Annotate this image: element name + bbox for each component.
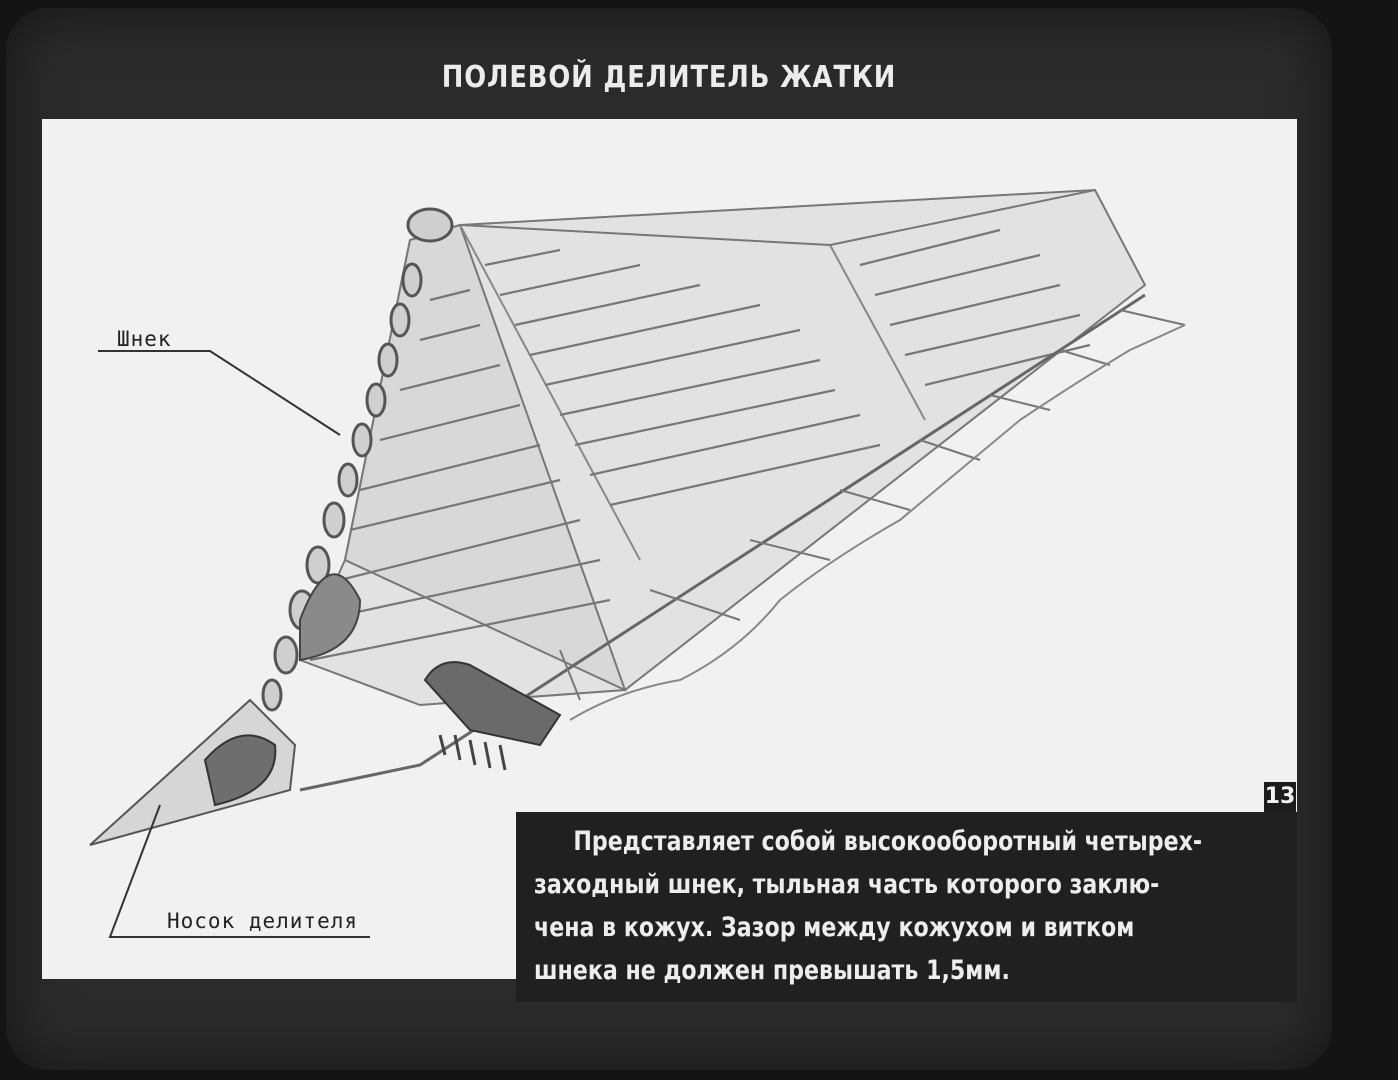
slide-number: 13: [1264, 782, 1296, 812]
slide-frame: [6, 8, 1332, 1070]
description-line: Представляет собой высокооборотный четырех-: [573, 826, 1203, 857]
description-text: [534, 820, 1272, 992]
auger-label: Шнек: [117, 327, 172, 351]
description-box: [516, 812, 1297, 1002]
description-line: чена в кожух. Зазор между кожухом и витком: [534, 912, 1135, 943]
description-line: шнека не должен превышать 1,5мм.: [534, 955, 1010, 986]
divider-nose-label: Носок делителя: [167, 909, 359, 933]
slide-title: ПОЛЕВОЙ ДЕЛИТЕЛЬ ЖАТКИ: [441, 60, 897, 95]
auger-leader-line: [98, 351, 340, 435]
description-line: заходный шнек, тыльная часть которого заклю-: [534, 869, 1160, 900]
